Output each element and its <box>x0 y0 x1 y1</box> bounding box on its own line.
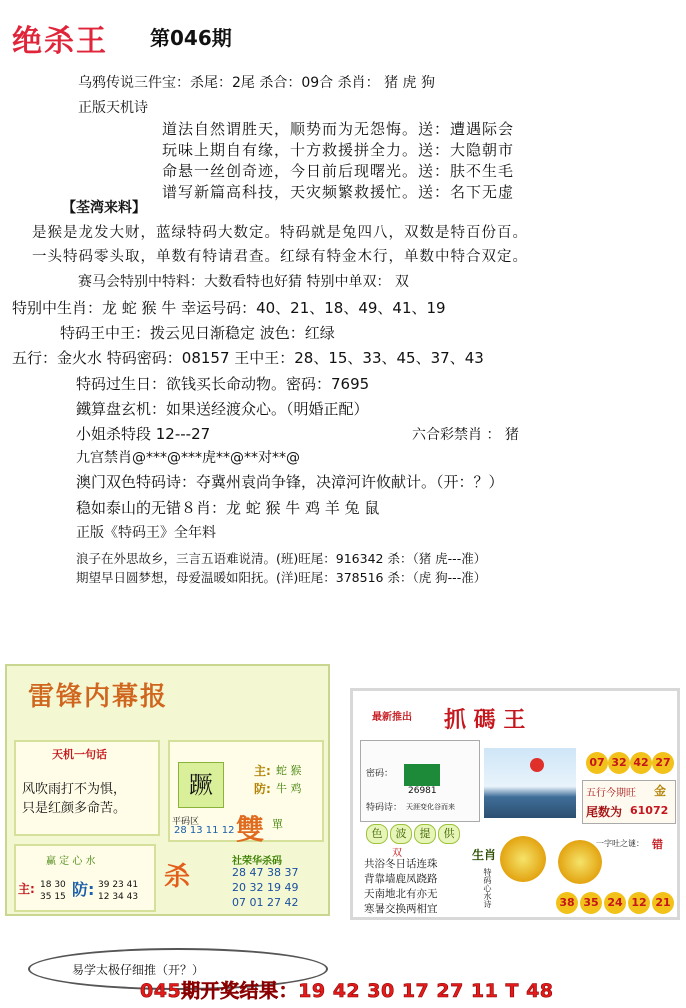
ball-bottom: 24 <box>604 892 626 914</box>
wei-value: 61072 <box>630 804 669 817</box>
ball-top: 27 <box>652 752 674 774</box>
liuhe-row: 六合彩禁肖 ： 猪 <box>412 427 519 443</box>
wuya-line: 乌鸦传说三件宝：杀尾：2尾 杀合：09合 杀肖： 猪 虎 狗 <box>78 75 435 91</box>
xin-nums: 39 23 41 <box>98 880 139 890</box>
code-value: 26981 <box>408 786 437 796</box>
zhu-value: 蛇 猴 <box>276 764 302 777</box>
shengxiao-label: 生肖 <box>472 848 497 862</box>
ball-bottom: 35 <box>580 892 602 914</box>
sha-char: 杀 <box>164 862 191 892</box>
zhu2-label: 主: <box>18 882 35 896</box>
aomen-row: 澳门双色特码诗：夺冀州袁尚争锋，决漳河许攸献计。（开：？） <box>76 473 504 491</box>
bubble-text: 易学太极仔细推（开？） <box>72 963 205 977</box>
main-character: 蹶 <box>178 762 224 808</box>
ball-top: 07 <box>586 752 608 774</box>
poem-right-line: 天南地北有亦无 <box>364 888 438 900</box>
source-line: 一头特码零头取，单数有特请君查。红绿有特金木行，单数中特合双定。 <box>32 249 528 265</box>
tag-item: 供 <box>438 824 460 844</box>
poem-right-line: 寒暑交换两相宜 <box>364 903 438 915</box>
logo-icon <box>404 764 440 786</box>
poem-line: 玩味上期自有缘，十方救援拼全力。送：大隐朝市 <box>162 141 515 159</box>
zhu-label: 主: <box>254 764 271 778</box>
xin-nums: 18 30 <box>40 880 66 890</box>
shuang-value: 双 <box>392 848 402 859</box>
guoshengri-row: 特码过生日：欲钱买长命动物。密码：7695 <box>76 375 370 393</box>
dan-char: 單 <box>272 818 283 831</box>
code-label: 密码： <box>366 769 394 779</box>
wuxing-value: 金 <box>654 784 667 798</box>
tema-xin-label: 特码心水诗 <box>483 868 492 908</box>
poem-line: 命悬一丝创奇迹，今日前后现曙光。送：肤不生毛 <box>162 162 515 180</box>
yiju-label: 一字吐之谜： <box>596 839 644 848</box>
ball-top: 42 <box>630 752 652 774</box>
small-line: 浪子在外思故乡，三言五语难说清。(班)旺尾：916342 杀：（猪 虎---准） <box>76 551 487 566</box>
tiesuan-row: 鐵算盘玄机：如果送经渡众心。（明婚正配） <box>76 400 369 418</box>
source-line: 是猴是龙发大财，蓝绿特码大数定。特码就是兔四八，双数是特百份百。 <box>32 225 528 241</box>
fang-label: 防: <box>254 782 271 796</box>
saima-row: 赛马会特别中特料：大数看特也好猜 特别中单双： 双 <box>78 274 409 290</box>
snake-icon <box>500 836 546 882</box>
ball-bottom: 38 <box>556 892 578 914</box>
wenru-row: 稳如泰山的无错８肖：龙 蛇 猴 牛 鸡 羊 兔 鼠 <box>76 499 380 517</box>
fang-value: 牛 鸡 <box>276 782 302 795</box>
small-line: 期望早日圆梦想，母爱温暖如阳抚。(洋)旺尾：378516 杀：（虎 狗---准） <box>76 570 487 585</box>
fang2-label: 防: <box>72 880 95 899</box>
tag-item: 提 <box>414 824 436 844</box>
shuang-char: 雙 <box>236 813 265 846</box>
tianji-text: 风吹雨打不为惧， <box>22 782 127 797</box>
ping-label: 平码区 <box>172 817 200 827</box>
leifeng-title: 雷锋内幕报 <box>28 682 169 712</box>
draw-result: 045期开奖结果：19 42 30 17 27 11 T 48 <box>140 980 554 1002</box>
tema-label: 特码诗： <box>366 803 403 813</box>
poem-line: 道法自然谓胜天，顺势而为无怨悔。送：遭遇际会 <box>162 120 515 138</box>
shelin-row: 28 47 38 37 <box>232 866 299 879</box>
new-label: 最新推出 <box>372 712 412 723</box>
xiaojie-row: 小姐杀特段 12---27 <box>76 425 211 443</box>
tag-item: 色 <box>366 824 388 844</box>
cuo-value: 错 <box>652 838 663 851</box>
zhengban-row: 正版《特码王》全年料 <box>76 525 216 541</box>
source-label: 【荃湾来料】 <box>62 200 146 216</box>
shelin-row: 20 32 19 49 <box>232 881 299 894</box>
xin-nums: 12 34 43 <box>98 892 139 902</box>
tema-value: 天涯变化谷而来 <box>406 803 455 811</box>
tianji-text: 只是红颜多命苦。 <box>22 801 127 816</box>
poem-line: 谱写新篇高科技，天灾频繁救援忙。送：名下无虚 <box>162 183 515 201</box>
wei-label: 尾数为 <box>586 805 623 819</box>
tianji-label: 天机一句话 <box>52 748 107 761</box>
tebie-row: 特别中生肖：龙 蛇 猴 牛 幸运号码：40、21、18、49、41、19 <box>12 299 446 317</box>
zhuama-title: 抓 碼 王 <box>444 707 526 733</box>
xin-nums: 35 15 <box>40 892 66 902</box>
landscape-image <box>484 748 576 818</box>
ball-bottom: 12 <box>628 892 650 914</box>
ball-bottom: 21 <box>652 892 674 914</box>
jiugong-row: 九宫禁肖@***@***虎**@**对**@ <box>76 450 300 466</box>
shelin-row: 07 01 27 42 <box>232 896 299 909</box>
wuxing-label: 五行今期旺 <box>586 788 636 799</box>
ball-top: 32 <box>608 752 630 774</box>
xinshui-label: 赢 定 心 水 <box>46 856 96 867</box>
poem-right-line: 共浴冬日话连珠 <box>364 858 438 870</box>
tag-item: 波 <box>390 824 412 844</box>
sun-icon <box>530 758 544 772</box>
issue-number: 第046期 <box>150 26 232 50</box>
shelin-label: 社荣华杀码 <box>232 856 282 867</box>
temawang-row: 特码王中王：拨云见日渐稳定 波色：红绿 <box>60 324 335 342</box>
wuxing-row: 五行：金火水 特码密码：08157 王中王：28、15、33、45、37、43 <box>12 349 484 367</box>
brand-title: 绝杀王 <box>12 24 108 59</box>
poem-right-line: 背靠墙鹿凤跷路 <box>364 873 438 885</box>
subtitle-tianji: 正版天机诗 <box>78 100 148 116</box>
ping-nums: 28 13 11 12 <box>174 825 235 836</box>
